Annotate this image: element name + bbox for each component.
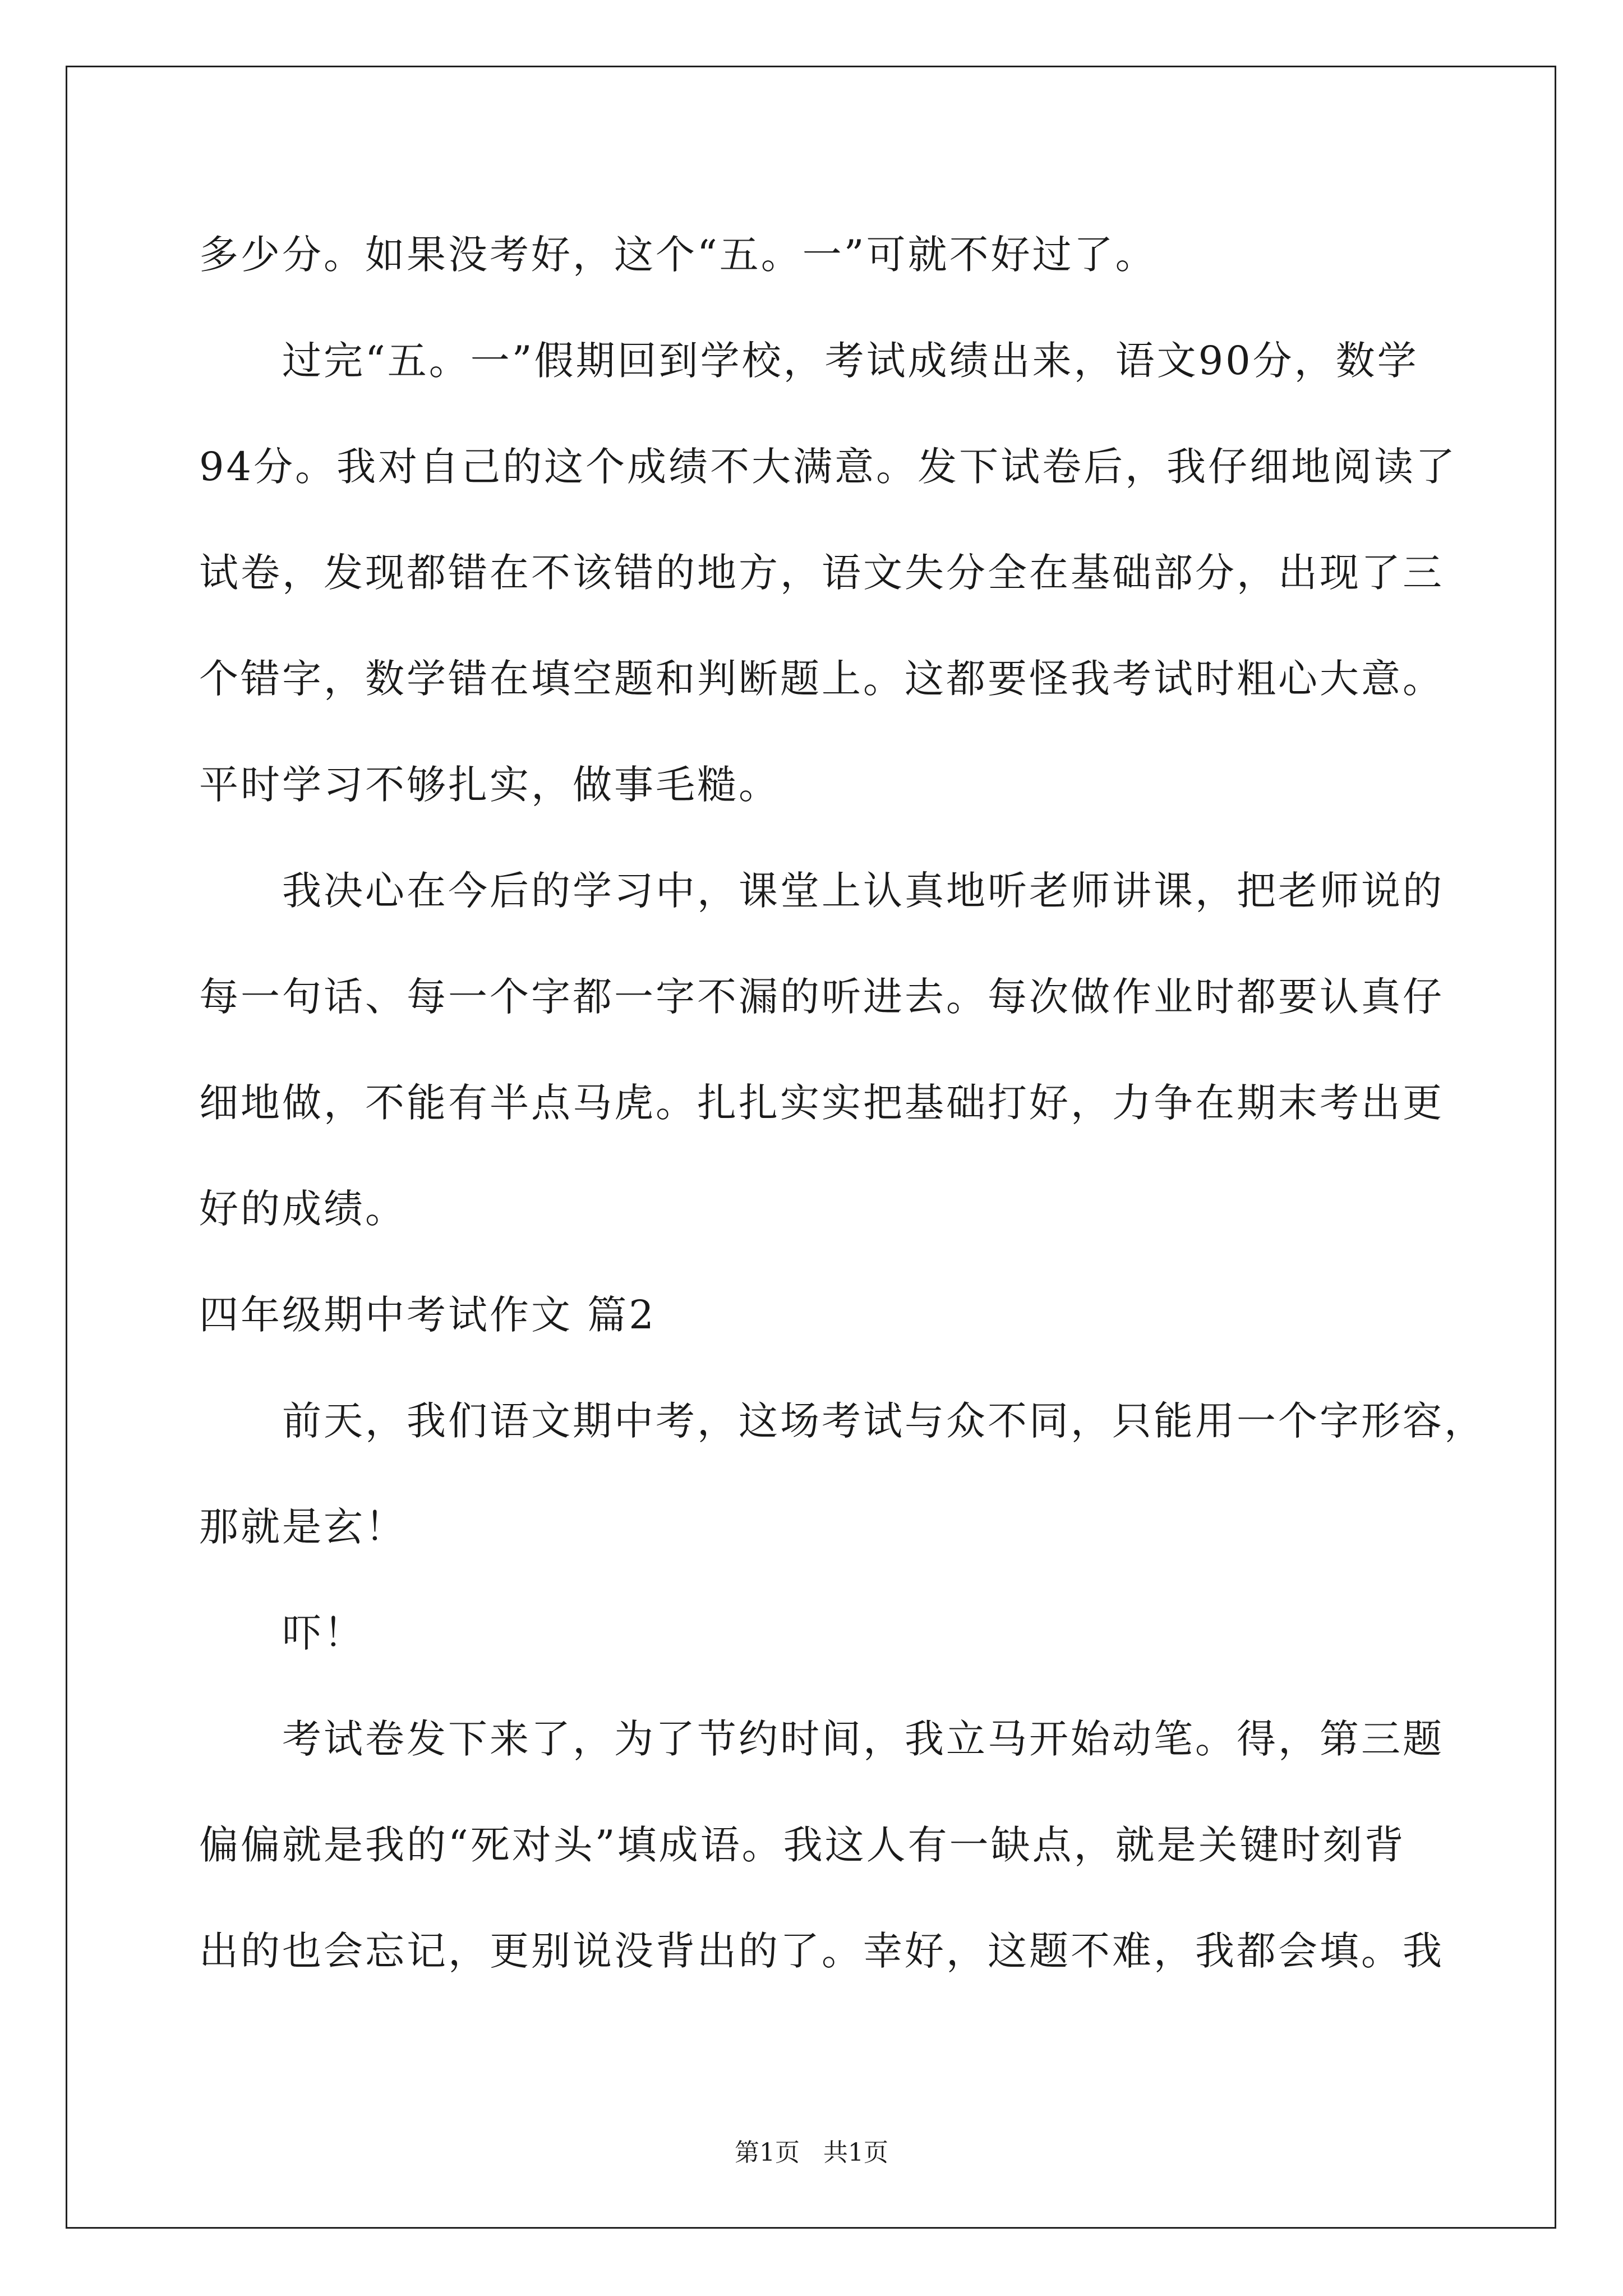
- page-number-footer: 第1页 共1页: [735, 2138, 888, 2167]
- paragraph-start: 我决心在今后的学习中，课堂上认真地听老师讲课，把老师说的: [282, 868, 1444, 914]
- paragraph-start: 考试卷发下来了，为了节约时间，我立马开始动笔。得，第三题: [282, 1716, 1444, 1762]
- paragraph-start: 前天，我们语文期中考，这场考试与众不同，只能用一个字形容，: [282, 1398, 1486, 1444]
- text-line: 平时学习不够扎实，做事毛糙。: [199, 762, 780, 808]
- section-heading: 四年级期中考试作文 篇2: [199, 1292, 656, 1338]
- text-line: 试卷，发现都错在不该错的地方，语文失分全在基础部分，出现了三: [199, 550, 1444, 596]
- text-line: 偏偏就是我的“死对头”填成语。我这人有一缺点，就是关键时刻背: [199, 1822, 1406, 1868]
- paragraph-start: 过完“五。一”假期回到学校，考试成绩出来，语文90分，数学: [282, 338, 1419, 384]
- text-line: 94分。我对自己的这个成绩不大满意。发下试卷后，我仔细地阅读了: [199, 444, 1458, 490]
- text-line: 好的成绩。: [199, 1186, 407, 1232]
- paragraph-start: 吓！: [282, 1610, 365, 1656]
- document-body: [199, 202, 1486, 2004]
- text-line: 多少分。如果没考好，这个“五。一”可就不好过了。: [199, 232, 1157, 278]
- text-line: 每一句话、每一个字都一字不漏的听进去。每次做作业时都要认真仔: [199, 974, 1444, 1020]
- text-line: 个错字，数学错在填空题和判断题上。这都要怪我考试时粗心大意。: [199, 656, 1444, 702]
- text-line: 那就是玄！: [199, 1504, 407, 1550]
- text-line: 出的也会忘记，更别说没背出的了。幸好，这题不难，我都会填。我: [199, 1928, 1444, 1974]
- text-line: 细地做，不能有半点马虎。扎扎实实把基础打好，力争在期末考出更: [199, 1080, 1444, 1126]
